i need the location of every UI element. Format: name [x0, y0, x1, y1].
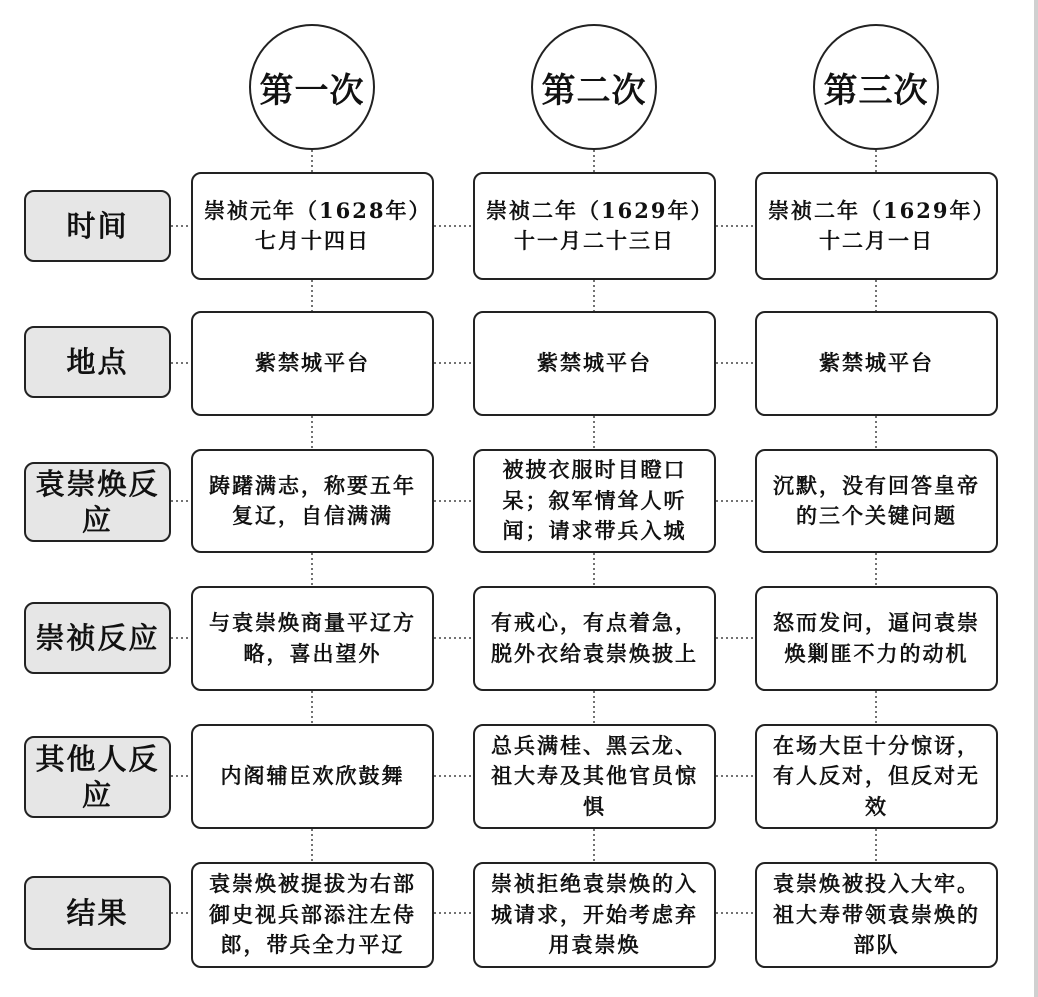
cell-text: 崇祯二年（1629年）十一月二十三日	[486, 197, 703, 253]
cell-text: 怒而发问，逼问袁崇焕剿匪不力的动机	[773, 610, 980, 666]
cell-yuan-reaction-third	[755, 449, 998, 553]
row-label-place	[24, 326, 171, 398]
column-header-title: 第一次	[259, 70, 365, 111]
cell-text: 与袁崇焕商量平辽方略，喜出望外	[209, 610, 416, 666]
cell-text: 紫禁城平台	[255, 350, 370, 376]
cell-text: 紫禁城平台	[819, 350, 934, 376]
row-label-text: 结果	[66, 895, 129, 930]
cell-result-second	[473, 862, 716, 968]
row-label-text: 袁崇焕反应	[35, 466, 160, 537]
column-header-circle	[249, 24, 375, 150]
row-label-text: 其他人反应	[35, 741, 160, 812]
cell-time-third	[755, 172, 998, 280]
column-header-title: 第二次	[541, 70, 647, 111]
cell-chongzhen-reaction-first	[191, 586, 434, 691]
cell-others-reaction-second	[473, 724, 716, 829]
cell-text: 袁崇焕被投入大牢。祖大寿带领袁崇焕的部队	[773, 871, 980, 958]
cell-chongzhen-reaction-second	[473, 586, 716, 691]
row-label-text: 地点	[66, 344, 129, 379]
cell-text: 有戒心，有点着急，脱外衣给袁崇焕披上	[491, 610, 698, 666]
cell-text: 踌躇满志，称要五年复辽，自信满满	[209, 472, 416, 528]
cell-yuan-reaction-second	[473, 449, 716, 553]
cell-text: 被披衣服时目瞪口呆；叙军情耸人听闻；请求带兵入城	[502, 457, 687, 544]
cell-place-third	[755, 311, 998, 416]
cell-text: 沉默，没有回答皇帝的三个关键问题	[773, 472, 980, 528]
cell-text: 崇祯二年（1629年）十二月一日	[768, 197, 985, 253]
page-edge-rule	[1034, 0, 1038, 997]
cell-yuan-reaction-first	[191, 449, 434, 553]
row-label-text: 时间	[66, 208, 129, 243]
row-label-chongzhen-reaction	[24, 602, 171, 674]
cell-time-first	[191, 172, 434, 280]
column-header-circle	[813, 24, 939, 150]
column-header-circle	[531, 24, 657, 150]
cell-text: 在场大臣十分惊讶，有人反对，但反对无效	[773, 732, 980, 819]
column-header-title: 第三次	[823, 70, 929, 111]
cell-result-third	[755, 862, 998, 968]
row-label-yuan-reaction	[24, 462, 171, 542]
cell-others-reaction-third	[755, 724, 998, 829]
cell-text: 内阁辅臣欢欣鼓舞	[220, 763, 405, 789]
cell-text: 崇祯元年（1628年）七月十四日	[204, 197, 421, 253]
cell-result-first	[191, 862, 434, 968]
cell-text: 总兵满桂、黑云龙、祖大寿及其他官员惊惧	[491, 732, 698, 819]
cell-text: 袁崇焕被提拔为右部御史视兵部添注左侍郎，带兵全力平辽	[209, 871, 416, 958]
row-label-result	[24, 876, 171, 950]
cell-text: 紫禁城平台	[537, 350, 652, 376]
cell-place-first	[191, 311, 434, 416]
cell-place-second	[473, 311, 716, 416]
row-label-time	[24, 190, 171, 262]
cell-time-second	[473, 172, 716, 280]
cell-chongzhen-reaction-third	[755, 586, 998, 691]
row-label-text: 崇祯反应	[35, 620, 160, 655]
cell-text: 崇祯拒绝袁崇焕的入城请求，开始考虑弃用袁崇焕	[491, 871, 698, 958]
cell-others-reaction-first	[191, 724, 434, 829]
row-label-others-reaction	[24, 736, 171, 818]
